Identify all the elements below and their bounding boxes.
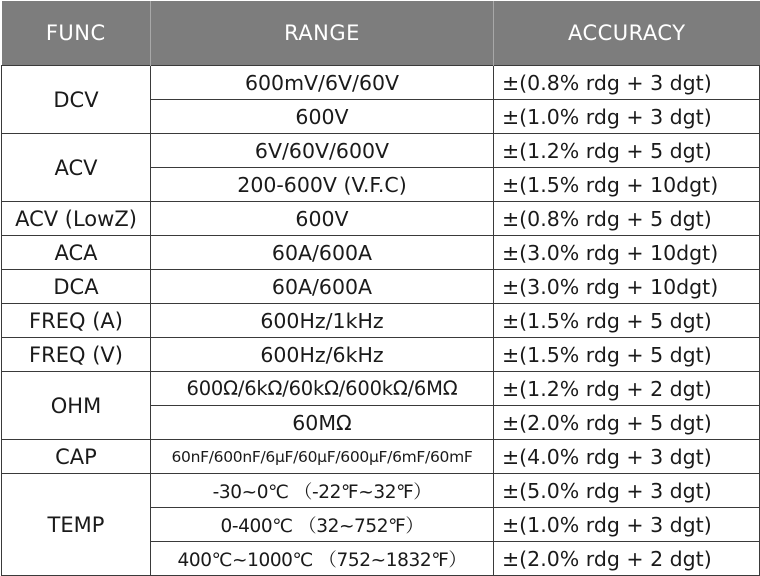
header-accuracy: ACCURACY [494,1,760,66]
range-cell: 600Ω/6kΩ/60kΩ/600kΩ/6MΩ [151,372,494,406]
range-cell: 60A/600A [151,270,494,304]
range-cell: 0-400℃ （32~752℉） [151,508,494,542]
func-cell: ACV [2,134,151,202]
range-cell: 60A/600A [151,236,494,270]
accuracy-cell: ±(1.0% rdg + 3 dgt) [494,100,760,134]
func-cell: FREQ (A) [2,304,151,338]
range-cell: 6V/60V/600V [151,134,494,168]
accuracy-cell: ±(1.5% rdg + 5 dgt) [494,338,760,372]
table-row [2,440,760,474]
table-row [2,474,760,508]
func-cell: OHM [2,372,151,440]
range-cell: 400℃~1000℃ （752~1832℉） [151,542,494,576]
accuracy-cell: ±(5.0% rdg + 3 dgt) [494,474,760,508]
table-row [2,304,760,338]
table-row [2,236,760,270]
accuracy-spec-table [1,1,760,576]
table-row [2,134,760,168]
range-cell: 200-600V (V.F.C) [151,168,494,202]
range-cell: 600Hz/1kHz [151,304,494,338]
accuracy-cell: ±(2.0% rdg + 2 dgt) [494,542,760,576]
header-range: RANGE [151,1,494,66]
accuracy-cell: ±(1.0% rdg + 3 dgt) [494,508,760,542]
range-cell: 60MΩ [151,406,494,440]
header-func: FUNC [2,1,151,66]
accuracy-cell: ±(2.0% rdg + 5 dgt) [494,406,760,440]
accuracy-cell: ±(1.2% rdg + 2 dgt) [494,372,760,406]
accuracy-cell: ±(3.0% rdg + 10dgt) [494,270,760,304]
func-cell: DCV [2,66,151,134]
func-cell: ACV (LowZ) [2,202,151,236]
accuracy-cell: ±(4.0% rdg + 3 dgt) [494,440,760,474]
accuracy-cell: ±(1.5% rdg + 10dgt) [494,168,760,202]
table-row [2,372,760,406]
range-cell: 600V [151,100,494,134]
range-cell: 60nF/600nF/6μF/60μF/600μF/6mF/60mF [151,440,494,474]
table-row [2,338,760,372]
func-cell: TEMP [2,474,151,576]
accuracy-cell: ±(1.2% rdg + 5 dgt) [494,134,760,168]
accuracy-cell: ±(3.0% rdg + 10dgt) [494,236,760,270]
func-cell: ACA [2,236,151,270]
table-row [2,66,760,100]
table-row [2,270,760,304]
func-cell: DCA [2,270,151,304]
func-cell: CAP [2,440,151,474]
accuracy-cell: ±(0.8% rdg + 5 dgt) [494,202,760,236]
range-cell: 600mV/6V/60V [151,66,494,100]
func-cell: FREQ (V) [2,338,151,372]
accuracy-cell: ±(0.8% rdg + 3 dgt) [494,66,760,100]
table-row [2,202,760,236]
range-cell: -30~0℃ （-22℉~32℉） [151,474,494,508]
range-cell: 600V [151,202,494,236]
header-row [2,1,760,66]
accuracy-cell: ±(1.5% rdg + 5 dgt) [494,304,760,338]
range-cell: 600Hz/6kHz [151,338,494,372]
